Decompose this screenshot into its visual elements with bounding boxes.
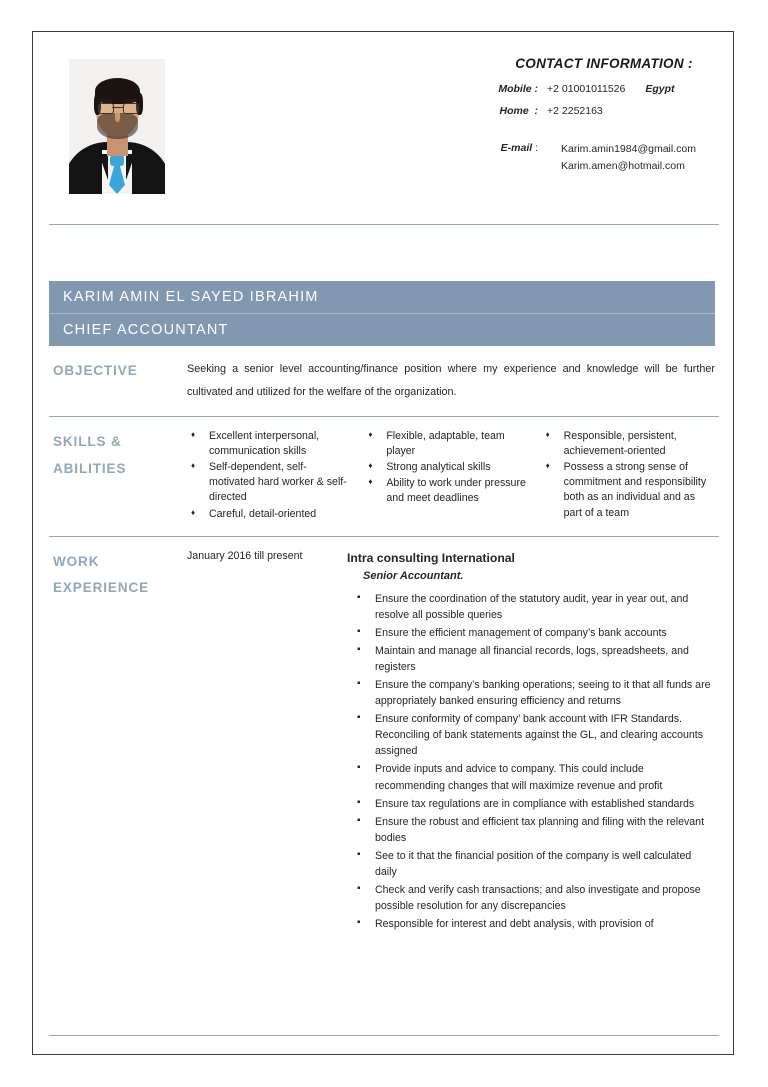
- contact-mobile-label: Mobile :: [498, 83, 538, 95]
- contact-home-value: +2 2252163: [547, 105, 603, 118]
- work-details: [347, 549, 719, 935]
- photo-canvas: [69, 59, 165, 194]
- profile-photo: [69, 59, 165, 194]
- skills-columns: [187, 429, 719, 522]
- work-date: January 2016 till present: [187, 549, 303, 562]
- contact-home-row: [489, 104, 719, 119]
- photo-eyebrow-left: [99, 99, 112, 102]
- skills-list-2: [364, 429, 529, 506]
- list-item: ♦ Flexible, adaptable, team player: [364, 429, 529, 459]
- page-footer-divider: [49, 1035, 719, 1036]
- skills-column-2: [364, 429, 541, 522]
- list-item: ▪ Ensure the coordination of the statutory audit, year in year out, and resolve all possible queries: [347, 591, 715, 623]
- photo-mouth: [111, 125, 124, 127]
- list-item: ▪ See to it that the financial position of the company is well calculated daily: [347, 848, 715, 880]
- list-item: ▪ Check and verify cash transactions; and also investigate and propose possible resolution for any discrepancies: [347, 882, 715, 914]
- skills-label-line2: ABILITIES: [53, 460, 127, 476]
- photo-tie-knot: [110, 155, 124, 166]
- list-item: ♦ Careful, detail-oriented: [187, 507, 352, 522]
- contact-mobile-number: +2 01001011526: [547, 83, 626, 95]
- contact-title: CONTACT INFORMATION :: [515, 56, 693, 71]
- list-item: ▪ Responsible for interest and debt analysis, with provision of: [347, 916, 715, 932]
- contact-email-values: [547, 141, 696, 175]
- page-content: [49, 44, 719, 1044]
- list-item: ▪ Ensure the efficient management of company’s bank accounts: [347, 625, 715, 641]
- list-item: ♦ Excellent interpersonal, communication skills: [187, 429, 352, 459]
- skills-column-3: [542, 429, 719, 522]
- list-item: ▪ Ensure tax regulations are in compliance with established standards: [347, 796, 715, 812]
- skills-label-line1: SKILLS &: [53, 434, 122, 450]
- candidate-job-title: CHIEF ACCOUNTANT: [63, 322, 229, 338]
- photo-collar-right: [126, 154, 135, 180]
- list-item: ▪ Ensure the robust and efficient tax planning and filing with the relevant bodies: [347, 814, 715, 846]
- contact-information: [489, 56, 719, 182]
- contact-home-label: Home :: [499, 105, 538, 118]
- contact-country: Egypt: [645, 83, 675, 95]
- photo-eyebrow-right: [124, 99, 137, 102]
- work-experience-body: [187, 549, 719, 935]
- header-divider: [49, 224, 719, 225]
- list-item: ▪ Provide inputs and advice to company. This could include recommending changes that will maximize revenue and profit: [347, 761, 715, 793]
- contact-email-primary[interactable]: Karim.amin1984@gmail.com: [561, 143, 696, 156]
- contact-email-colon: :: [535, 142, 538, 155]
- objective-section: [49, 346, 719, 403]
- work-responsibilities: [347, 591, 719, 933]
- contact-mobile-row: [489, 82, 719, 97]
- list-item: ▪ Maintain and manage all financial records, logs, spreadsheets, and registers: [347, 643, 715, 675]
- skills-list-3: [542, 429, 707, 520]
- photo-glasses-left: [98, 103, 114, 114]
- objective-label: OBJECTIVE: [53, 363, 138, 378]
- photo-collar-left: [99, 154, 108, 180]
- list-item: ▪ Ensure conformity of company’ bank account with IFR Standards. Reconciling of bank statements against the GL, and clearing accounts assigned: [347, 711, 715, 759]
- contact-mobile-value: [547, 82, 719, 97]
- skills-list-1: [187, 429, 352, 521]
- work-role: Senior Accountant.: [363, 569, 464, 582]
- list-item: ♦ Responsible, persistent, achievement-oriented: [542, 429, 707, 459]
- contact-email-secondary[interactable]: Karim.amen@hotmail.com: [561, 160, 685, 173]
- contact-email-label: [489, 141, 547, 175]
- work-label-line1: WORK: [53, 553, 100, 569]
- contact-email-row: [489, 141, 719, 175]
- list-item: ♦ Self-dependent, self-motivated hard worker & self-directed: [187, 460, 352, 505]
- skills-label: [49, 429, 187, 522]
- skills-column-1: [187, 429, 364, 522]
- skills-body: [187, 429, 719, 522]
- resume-page: [32, 31, 734, 1055]
- name-banner: [49, 281, 715, 346]
- list-item: ♦ Strong analytical skills: [364, 460, 529, 475]
- objective-body: [187, 358, 719, 403]
- objective-text: Seeking a senior level accounting/finance position where my experience and knowledge will be further cultivated and utilized for the welfare of the organization.: [187, 363, 715, 398]
- work-experience-label: [49, 549, 187, 935]
- list-item: ♦ Possess a strong sense of commitment and responsibility both as an individual and as part of a team: [542, 460, 707, 520]
- photo-glasses-right: [123, 103, 139, 114]
- photo-glasses-bridge: [112, 107, 123, 108]
- contact-email-label-text: E-mail: [500, 142, 533, 155]
- work-experience-section: [49, 537, 719, 935]
- resume-header: [49, 44, 719, 219]
- skills-section: [49, 417, 719, 522]
- list-item: ♦ Ability to work under pressure and meet deadlines: [364, 476, 529, 506]
- work-label-line2: EXPERIENCE: [53, 579, 150, 595]
- photo-nose: [115, 113, 120, 122]
- work-entry: [187, 549, 719, 935]
- work-company: Intra consulting International: [347, 550, 515, 565]
- list-item: ▪ Ensure the company’s banking operations; seeing to it that all funds are appropriately banked ensuring efficiency and returns: [347, 677, 715, 709]
- candidate-name: KARIM AMIN EL SAYED IBRAHIM: [49, 281, 715, 314]
